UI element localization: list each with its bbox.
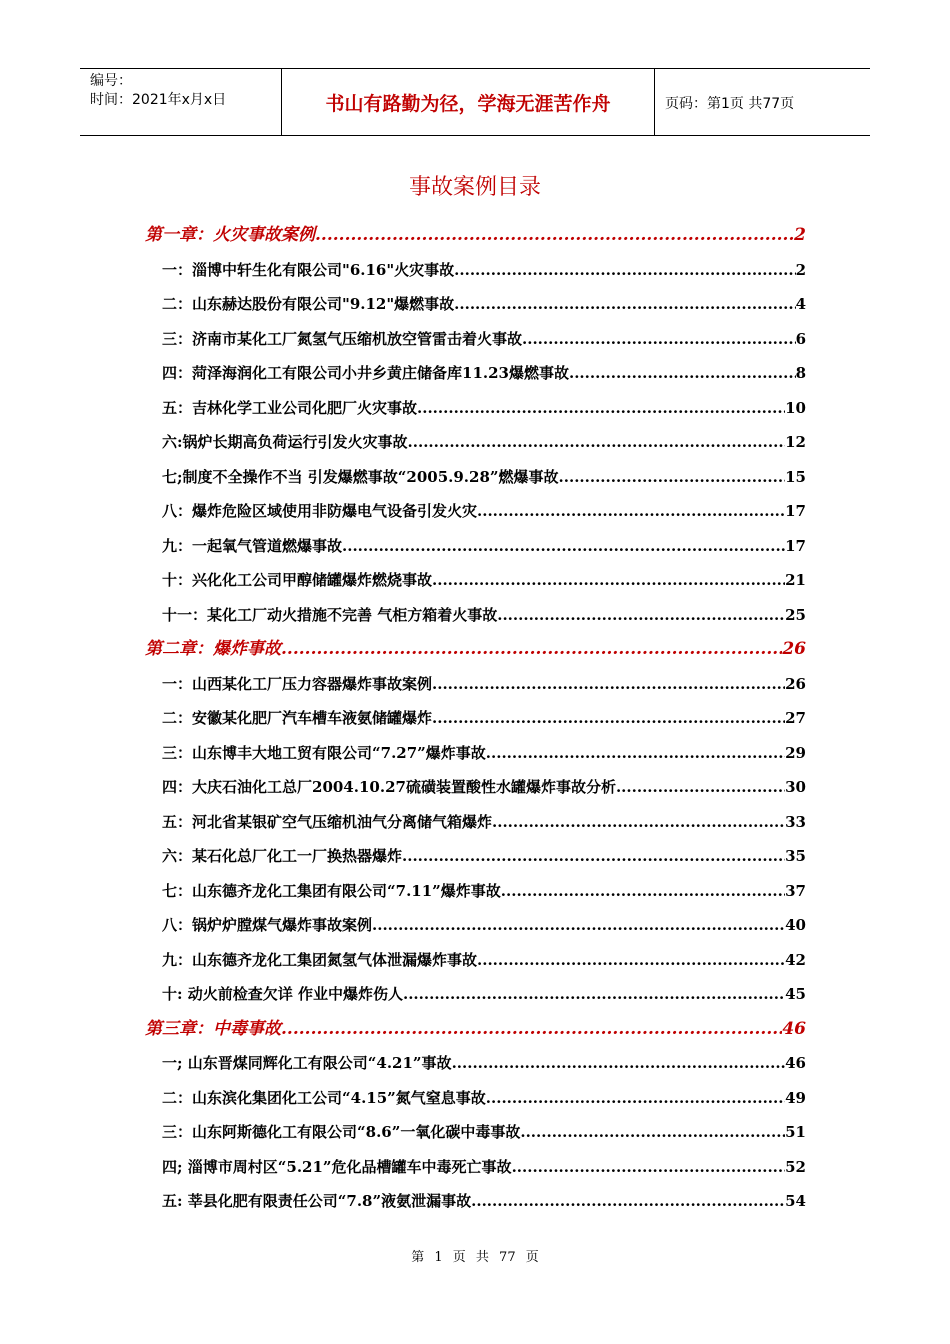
time-label: 时间：2021年x月x日 — [90, 92, 227, 108]
toc-entry[interactable] — [145, 667, 806, 702]
toc-label: 八：锅炉炉膛煤气爆炸事故案例 — [162, 916, 373, 934]
toc-leader-dots — [402, 839, 785, 874]
page-header — [80, 68, 870, 136]
toc-page-number: 29 — [785, 743, 806, 762]
toc-leader-dots — [512, 1150, 786, 1185]
toc-label: 十一：某化工厂动火措施不完善 气柜方箱着火事故 — [162, 605, 498, 624]
toc-chapter[interactable] — [145, 218, 806, 253]
toc-label: 一：山西某化工厂压力容器爆炸事故案例 — [162, 674, 433, 693]
toc-entry[interactable] — [145, 943, 806, 978]
toc-leader-dots — [492, 805, 785, 840]
toc-chapter[interactable] — [145, 632, 806, 667]
toc-page-number: 46 — [785, 1054, 806, 1072]
toc-label: 五：吉林化学工业公司化肥厂火灾事故 — [162, 398, 418, 417]
toc-page-number: 8 — [795, 364, 806, 382]
toc-page-number: 10 — [785, 398, 806, 417]
toc-leader-dots — [471, 1184, 785, 1219]
toc-leader-dots — [477, 494, 785, 529]
toc-entry[interactable] — [145, 874, 806, 909]
toc-leader-dots — [315, 218, 794, 253]
toc-entry[interactable] — [145, 253, 806, 288]
toc-page-number: 25 — [785, 605, 806, 624]
toc-label: 三：山东阿斯德化工有限公司“8.6”一氧化碳中毒事故 — [162, 1123, 521, 1141]
toc-page-number: 33 — [785, 812, 806, 831]
toc-page-number: 49 — [785, 1088, 806, 1107]
toc-page-number: 52 — [785, 1157, 806, 1176]
toc-entry[interactable] — [145, 322, 806, 357]
toc-leader-dots — [281, 632, 782, 667]
toc-leader-dots — [497, 598, 785, 633]
toc-leader-dots — [569, 356, 796, 391]
toc-page-number: 27 — [785, 709, 806, 727]
toc-label: 九：山东德齐龙化工集团氮氢气体泄漏爆炸事故 — [162, 950, 478, 969]
toc-entry[interactable] — [145, 839, 806, 874]
toc-label: 二：山东赫达股份有限公司"9.12"爆燃事故 — [162, 295, 455, 313]
toc-page-number: 12 — [785, 433, 806, 451]
toc-page-number: 21 — [785, 571, 806, 589]
toc-label: 四：菏泽海润化工有限公司小井乡黄庄储备库11.23爆燃事故 — [162, 364, 569, 382]
toc-label: 三：济南市某化工厂氮氢气压缩机放空管雷击着火事故 — [162, 329, 523, 348]
toc-page-number: 17 — [785, 502, 806, 520]
toc-leader-dots — [281, 1012, 782, 1047]
toc-leader-dots — [454, 287, 795, 322]
toc-page-number: 17 — [785, 536, 806, 555]
toc-page-number: 4 — [795, 295, 806, 313]
toc-entry[interactable] — [145, 736, 806, 771]
toc-label: 一; 山东晋煤同辉化工有限公司“4.21”事故 — [162, 1054, 452, 1072]
toc-label: 三：山东博丰大地工贸有限公司“7.27”爆炸事故 — [162, 743, 486, 762]
toc-entry[interactable] — [145, 460, 806, 495]
toc-leader-dots — [342, 529, 785, 564]
toc-leader-dots — [477, 943, 785, 978]
toc-leader-dots — [522, 322, 796, 357]
toc-entry[interactable] — [145, 287, 806, 322]
toc-entry[interactable] — [145, 391, 806, 426]
toc-page-number: 2 — [794, 225, 806, 245]
toc-label: 第三章：中毒事故 — [145, 1018, 281, 1039]
toc-leader-dots — [432, 563, 785, 598]
header-page-info: 页码：第1页 共77页 — [665, 95, 795, 112]
toc-page-number: 35 — [785, 847, 806, 865]
toc-page-number: 37 — [785, 881, 806, 900]
toc-label: 十: 动火前检查欠详 作业中爆炸伤人 — [162, 985, 403, 1003]
toc-entry[interactable] — [145, 563, 806, 598]
toc-entry[interactable] — [145, 908, 806, 943]
toc-label: 五: 莘县化肥有限责任公司“7.8”液氨泄漏事故 — [162, 1192, 472, 1210]
toc-page-number: 45 — [785, 985, 806, 1003]
toc-leader-dots — [454, 253, 795, 288]
toc-entry[interactable] — [145, 770, 806, 805]
toc-entry[interactable] — [145, 1046, 806, 1081]
toc-leader-dots — [559, 460, 786, 495]
toc-page-number: 51 — [785, 1123, 806, 1141]
toc-page-number: 26 — [782, 639, 806, 659]
toc-entry[interactable] — [145, 1081, 806, 1116]
toc-chapter[interactable] — [145, 1012, 806, 1047]
page-footer: 第 1 页 共 77 页 — [411, 1250, 539, 1265]
toc-leader-dots — [372, 908, 785, 943]
table-of-contents — [145, 218, 806, 1219]
toc-leader-dots — [432, 701, 785, 736]
toc-label: 五：河北省某银矿空气压缩机油气分离储气箱爆炸 — [162, 812, 493, 831]
toc-label: 十：兴化化工公司甲醇储罐爆炸燃烧事故 — [162, 571, 433, 589]
toc-label: 七;制度不全操作不当 引发爆燃事故“2005.9.28”燃爆事故 — [162, 467, 559, 486]
document-title: 事故案例目录 — [408, 175, 541, 200]
toc-label: 二：山东滨化集团化工公司“4.15”氮气窒息事故 — [162, 1088, 486, 1107]
toc-page-number: 30 — [785, 778, 806, 796]
toc-entry[interactable] — [145, 425, 806, 460]
toc-leader-dots — [432, 667, 785, 702]
toc-label: 一：淄博中轩生化有限公司"6.16"火灾事故 — [162, 260, 455, 279]
toc-label: 九：一起氧气管道燃爆事故 — [162, 536, 343, 555]
toc-leader-dots — [501, 874, 785, 909]
toc-page-number: 2 — [795, 260, 806, 279]
toc-entry[interactable] — [145, 805, 806, 840]
toc-entry[interactable] — [145, 494, 806, 529]
toc-leader-dots — [417, 391, 785, 426]
toc-leader-dots — [520, 1115, 785, 1150]
toc-entry[interactable] — [145, 1150, 806, 1185]
toc-page-number: 42 — [785, 950, 806, 969]
toc-leader-dots — [408, 425, 786, 460]
header-meta — [80, 69, 282, 136]
toc-page-number: 26 — [785, 674, 806, 693]
toc-entry[interactable] — [145, 1184, 806, 1219]
toc-entry[interactable] — [145, 356, 806, 391]
toc-leader-dots — [486, 736, 785, 771]
toc-page-number: 46 — [782, 1018, 806, 1039]
toc-page-number: 40 — [785, 916, 806, 934]
toc-leader-dots — [403, 977, 785, 1012]
toc-label: 四; 淄博市周村区“5.21”危化品槽罐车中毒死亡事故 — [162, 1157, 512, 1176]
toc-leader-dots — [486, 1081, 785, 1116]
toc-page-number: 15 — [785, 467, 806, 486]
toc-entry[interactable] — [145, 977, 806, 1012]
toc-entry[interactable] — [145, 598, 806, 633]
header-motto: 书山有路勤为径，学海无涯苦作舟 — [282, 69, 655, 136]
toc-entry[interactable] — [145, 529, 806, 564]
toc-leader-dots — [616, 770, 785, 805]
toc-label: 四：大庆石油化工总厂2004.10.27硫磺装置酸性水罐爆炸事故分析 — [162, 778, 616, 796]
toc-label: 第一章：火灾事故案例 — [145, 225, 315, 245]
toc-label: 二：安徽某化肥厂汽车槽车液氨储罐爆炸 — [162, 709, 433, 727]
toc-label: 第二章：爆炸事故 — [145, 639, 281, 659]
toc-label: 六：某石化总厂化工一厂换热器爆炸 — [162, 847, 403, 865]
toc-label: 六:锅炉长期高负荷运行引发火灾事故 — [162, 433, 408, 451]
number-label: 编号： — [90, 73, 132, 89]
toc-label: 八：爆炸危险区域使用非防爆电气设备引发火灾 — [162, 502, 478, 520]
toc-entry[interactable] — [145, 701, 806, 736]
toc-page-number: 6 — [795, 329, 806, 348]
toc-entry[interactable] — [145, 1115, 806, 1150]
toc-leader-dots — [452, 1046, 786, 1081]
toc-page-number: 54 — [785, 1192, 806, 1210]
toc-label: 七：山东德齐龙化工集团有限公司“7.11”爆炸事故 — [162, 881, 501, 900]
